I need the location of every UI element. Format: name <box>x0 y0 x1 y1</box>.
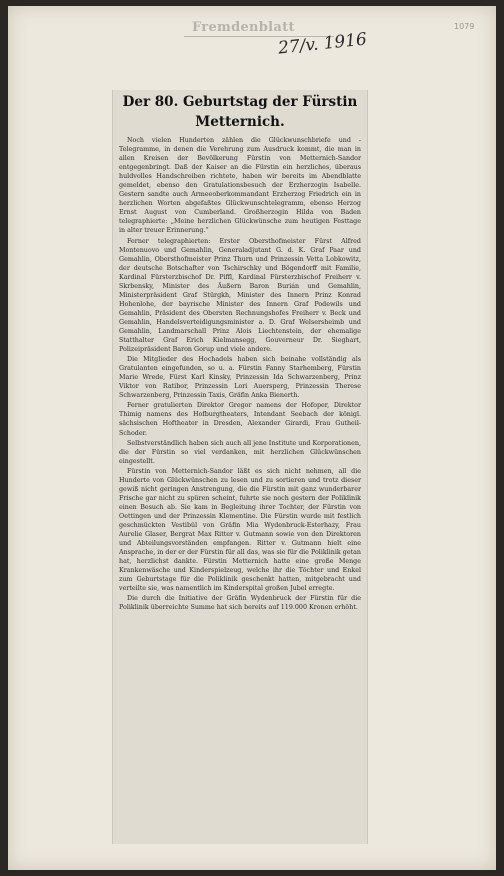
newspaper-name-stamp: Fremdenblatt <box>192 20 295 35</box>
article-headline: Der 80. Geburtstag der Fürstin Metternich. <box>122 94 358 130</box>
archive-number: 1079 <box>454 22 475 31</box>
handwritten-date: 27/v. 1916 <box>277 29 368 59</box>
article-paragraph: Die Mitglieder des Hochadels haben sich beinahe vollständig als Gratulanten eingefunden, so u. a. Fürstin Fanny Starhemberg, Fürstin Marie Wrede, Fürst Karl Kinsky, Prinzessin Ida Schwarzenberg, Prinz Viktor von Ratibor, Prinzessin Lori Auersperg, Prinzessin Therese Schwarzenberg, Prinzessin Taxis, Gräfin Anka Bienerth. <box>119 356 361 400</box>
article-paragraph: Noch vielen Hunderten zählen die Glückwunschbriefe und -Telegramme, in denen die Verehrung zum Ausdruck kommt, die man in allen Kreisen der Bevölkerung Fürstin von Metternich-Sandor entgegenbringt. Daß der Kaiser an die Fürstin ein herzliches, überaus huldvolles Handschreiben richtete, haben wir bereits im Abendblatte gemeldet, ebenso den Gratulationsbesuch der Erzherzogin Isabelle. Gestern sandte auch Armeeoberkommandant Erzherzog Friedrich ein in herzlichen Worten abgefaßtes Glückwunschtelegramm, ebenso Herzog Ernst August von Cumberland. Großherzogin Hilda von Baden telegraphierte: „Meine herzlichen Glückwünsche zum heutigen Festtage in alter treuer Erinnerung.“ <box>119 137 361 235</box>
article-paragraph: Ferner telegraphierten: Erster Obersthofmeister Fürst Alfred Montenuovo und Gemahlin, Generaladjutant G. d. K. Graf Paar und Gemahlin, Obersthofmeister Prinz Thurn und Prinzessin Vetta Lobkowitz, der deutsche Botschafter von Tschirschky und Bögendorff mit Familie, Kardinal Fürsterzbischof Dr. Piffl, Kardinal Fürsterzbischof Freiherr v. Skrbensky, Minister des Äußern Baron Burián und Gemahlin, Ministerpräsident Graf Stürgkh, Minister des Innern Prinz Konrad Hohenlohe, der bayrische Minister des Innern Graf Podewils und Gemahlin, Präsident des Obersten Rechnungshofes Freiherr v. Beck und Gemahlin, Handelsverteidigungsminister a. D. Graf Welsersheimb und Gemahlin, Landmarschall Prinz Alois Liechtenstein, der ehemalige Statthalter Graf Erich Kielmansegg, Gouverneur Dr. Sieghart, Polizeipräsident Baron Gorup und viele andere. <box>119 237 361 354</box>
article-paragraph: Ferner gratulierten Direktor Gregor namens der Hofoper, Direktor Thimig namens des Hofburgtheaters, Intendant Seebach der königl. sächsischen Hoftheater in Dresden, Alexander Girardi, Frau Gutheil-Schoder. <box>119 402 361 437</box>
article-body <box>119 136 361 613</box>
article-paragraph: Fürstin von Metternich-Sandor läßt es sich nicht nehmen, all die Hunderte von Glückwünschen zu lesen und zu sortieren und trotz dieser gewiß nicht geringen Anstrengung, die die Fürstin mit ganz wunderbarer Frische gar nicht zu spüren scheint, fuhrte sie noch gestern der Poliklinik einen Besuch ab. Sie kam in Begleitung ihrer Tochter, der Fürstin von Oettingen und der Prinzessin Klementine. Die Fürstin wurde mit festlich geschmückten Vestibül von Gräfin Mia Wydenbruck-Esterhazy, Frau Aurelie Glaser, Bergrat Max Ritter v. Gutmann sowie von den Direktoren und Abteilungsvorständen empfangen. Ritter v. Gutmann hielt eine Ansprache, in der er der Fürstin für all das, was sie für die Poliklinik getan hat, herzlichst dankte. Fürstin Metternich hatte eine große Menge Krankenwäsche und Kinderspielzeug, welche ihr die Töchter und Enkel zum Geburtstage für die Poliklinik geschenkt hatten, mitgebracht und verteilte sie, was namentlich im Kinderspital großen Jubel erregte. <box>119 467 361 593</box>
article-paragraph: Selbstverständlich haben sich auch all jene Institute und Korporationen, die der Fürstin so viel verdanken, mit herzlichen Glückwünschen eingestellt. <box>119 439 361 465</box>
newspaper-clipping <box>112 90 368 844</box>
article-paragraph: Die durch die Initiative der Gräfin Wydenbruck der Fürstin für die Poliklinik überreichte Summe hat sich bereits auf 119.000 Kronen erhöht. <box>119 595 361 612</box>
